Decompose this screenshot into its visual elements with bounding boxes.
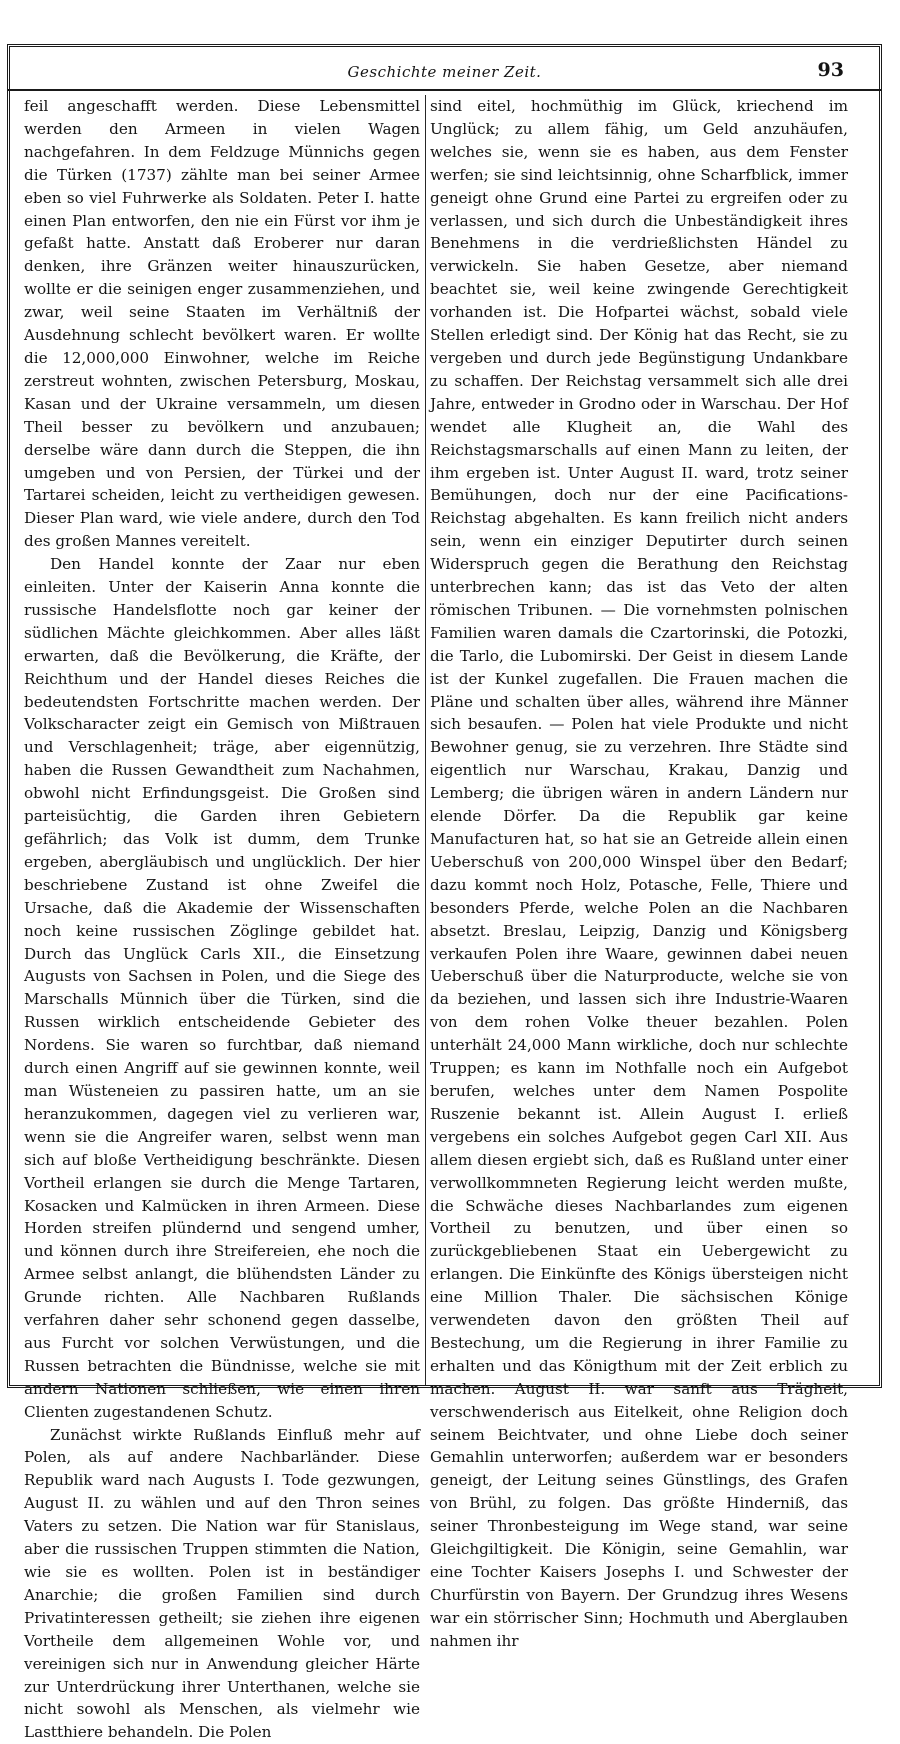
running-title: Geschichte meiner Zeit. [347,63,542,81]
running-header [7,57,882,91]
paragraph: Den Handel konnte der Zaar nur eben einleiten. Unter der Kaiserin Anna konnte die russische Handelsflotte noch gar keiner der südlichen Mächte gleichkommen. Aber alles läßt erwarten, daß die Bevölkerung, die Kräfte, der Reichthum und der Handel dieses Reiches die bedeutendsten Fortschritte machen werden. Der Volkscharacter zeigt ein Gemisch von Mißtrauen und Verschlagenheit; träge, aber eigennützig, haben die Russen Gewandtheit zum Nachahmen, obwohl nicht Erfindungsgeist. Die Großen sind parteisüchtig, die Garden ihren Gebietern gefährlich; das Volk ist dumm, dem Trunke ergeben, abergläubisch und unglücklich. Der hier beschriebene Zustand ist ohne Zweifel die Ursache, daß die Akademie der Wissenschaften noch keine russischen Zöglinge gebildet hat. Durch das Unglück Carls XII., die Einsetzung Augusts von Sachsen in Polen, und die Siege des Marschalls Münnich über die Türken, sind die Russen wirklich entscheidende Gebieter des Nordens. Sie waren so furchtbar, daß niemand durch einen Angriff auf sie gewinnen konnte, weil man Wüsteneien zu passiren hatte, um an sie heranzukommen, dagegen viel zu verlieren war, wenn sie die Angreifer waren, selbst wenn man sich auf bloße Vertheidigung beschränkte. Diesen Vortheil erlangen sie durch die Menge Tartaren, Kosacken und Kalmücken in ihren Armeen. Diese Horden streifen plündernd und sengend umher, und können durch ihre Streifereien, ehe noch die Armee selbst anlangt, die blühendsten Länder zu Grunde richten. Alle Nachbaren Rußlands verfahren daher sehr schonend gegen dasselbe, aus Furcht vor solchen Verwüstungen, und die Russen betrachten die Bündnisse, welche sie mit andern Nationen schließen, wie einen ihren Clienten zugestandenen Schutz. [24,555,420,1421]
paragraph: Zunächst wirkte Rußlands Einfluß mehr auf Polen, als auf andere Nachbarländer. Diese Republik ward nach Augusts I. Tode gezwungen, August II. zu wählen und auf den Thron seines Vaters zu setzen. Die Nation war für Stanislaus, aber die russischen Truppen stimmten die Nation, wie sie es wollten. Polen ist in beständiger Anarchie; die großen Familien sind durch Privatinteressen getheilt; sie ziehen ihre eigenen Vortheile dem allgemeinen Wohle vor, und vereinigen sich nur in Anwendung gleicher Härte zur Unterdrückung ihrer Unterthanen, welche sie nicht sowohl als Menschen, als vielmehr wie Lastthiere behandeln. Die Polen [24,1425,420,1742]
column-divider [425,95,426,1385]
right-column [430,95,848,1650]
left-column [24,95,420,1742]
paragraph: sind eitel, hochmüthig im Glück, kriechend im Unglück; zu allem fähig, um Geld anzuhäufen, welches sie, wenn sie es haben, aus dem Fenster werfen; sie sind leichtsinnig, ohne Scharfblick, immer geneigt ohne Grund eine Partei zu ergreifen oder zu verlassen, und sich durch die Unbeständigkeit ihres Benehmens in die verdrießlichsten Händel zu verwickeln. Sie haben Gesetze, aber niemand beachtet sie, weil keine zwingende Gerechtigkeit vorhanden ist. Die Hofpartei wächst, sobald viele Stellen erledigt sind. Der König hat das Recht, sie zu vergeben und durch jede Begünstigung Undankbare zu schaffen. Der Reichstag versammelt sich alle drei Jahre, entweder in Grodno oder in Warschau. Der Hof wendet alle Klugheit an, die Wahl des Reichstagsmarschalls auf einen Mann zu leiten, der ihm ergeben ist. Unter August II. ward, trotz seiner Bemühungen, doch nur der eine Pacifications-Reichstag abgehalten. Es kann freilich nicht anders sein, wenn ein einziger Deputirter durch seinen Widerspruch gegen die Berathung den Reichstag unterbrechen kann; das ist das Veto der alten römischen Tribunen. — Die vornehmsten polnischen Familien waren damals die Czartorinski, die Potozki, die Tarlo, die Lubomirski. Der Geist in diesem Lande ist der Kunkel zugefallen. Die Frauen machen die Pläne und schalten über alles, während ihre Männer sich besaufen. — Polen hat viele Produkte und nicht Bewohner genug, sie zu verzehren. Ihre Städte sind eigentlich nur Warschau, Krakau, Danzig und Lemberg; die übrigen wären in andern Ländern nur elende Dörfer. Da die Republik gar keine Manufacturen hat, so hat sie an Getreide allein einen Ueberschuß von 200,000 Winspel über den Bedarf; dazu kommt noch Holz, Potasche, Felle, Thiere und besonders Pferde, welche Polen an die Nachbaren absetzt. Breslau, Leipzig, Danzig und Königsberg verkaufen Polen ihre Waare, gewinnen dabei neuen Ueberschuß über die Naturproducte, welche sie von da beziehen, und lassen sich ihre Industrie-Waaren von dem rohen Volke theuer bezahlen. Polen unterhält 24,000 Mann wirkliche, doch nur schlechte Truppen; es kann im Nothfalle noch ein Aufgebot berufen, welches unter dem Namen Pospolite Ruszenie bekannt ist. Allein August I. erließ vergebens ein solches Aufgebot gegen Carl XII. Aus allem diesen ergiebt sich, daß es Rußland unter einer verwollkommneten Regierung leicht werden mußte, die Schwäche dieses Nachbarlandes zum eigenen Vortheil zu benutzen, und über einen so zurückgebliebenen Staat ein Uebergewicht zu erlangen. Die Einkünfte des Königs übersteigen nicht eine Million Thaler. Die sächsischen Könige verwendeten davon den größten Theil auf Bestechung, um die Regierung in ihrer Familie zu erhalten und das Königthum mit der Zeit erblich zu machen. August II. war sanft aus Trägheit, verschwenderisch aus Eitelkeit, ohne Religion doch seinem Beichtvater, und ohne Liebe doch seiner Gemahlin unterworfen; außerdem war er besonders geneigt, der Leitung seines Günstlings, des Grafen von Brühl, zu folgen. Das größte Hinderniß, das seiner Thronbesteigung im Wege stand, war seine Gleichgiltigkeit. Die Königin, seine Gemahlin, war eine Tochter Kaisers Josephs I. und Schwester der Churfürstin von Bayern. Der Grundzug ihres Wesens war ein störrischer Sinn; Hochmuth und Aberglauben nahmen ihr [430,97,848,1650]
paragraph: feil angeschafft werden. Diese Lebensmittel werden den Armeen in vielen Wagen nachgefahren. In dem Feldzuge Münnichs gegen die Türken (1737) zählte man bei seiner Armee eben so viel Fuhrwerke als Soldaten. Peter I. hatte einen Plan entworfen, den nie ein Fürst vor ihm je gefaßt hatte. Anstatt daß Eroberer nur daran denken, ihre Gränzen weiter hinauszurücken, wollte er die seinigen enger zusammenziehen, und zwar, weil seine Staaten im Verhältniß der Ausdehnung schlecht bevölkert waren. Er wollte die 12,000,000 Einwohner, welche im Reiche zerstreut wohnten, zwischen Petersburg, Moskau, Kasan und der Ukraine versammeln, um diesen Theil besser zu bevölkern und anzubauen; derselbe wäre dann durch die Steppen, die ihn umgeben und von Persien, der Türkei und der Tartarei scheiden, leicht zu vertheidigen gewesen. Dieser Plan ward, wie viele andere, durch den Tod des großen Mannes vereitelt. [24,97,420,551]
page-number: 93 [817,59,844,81]
